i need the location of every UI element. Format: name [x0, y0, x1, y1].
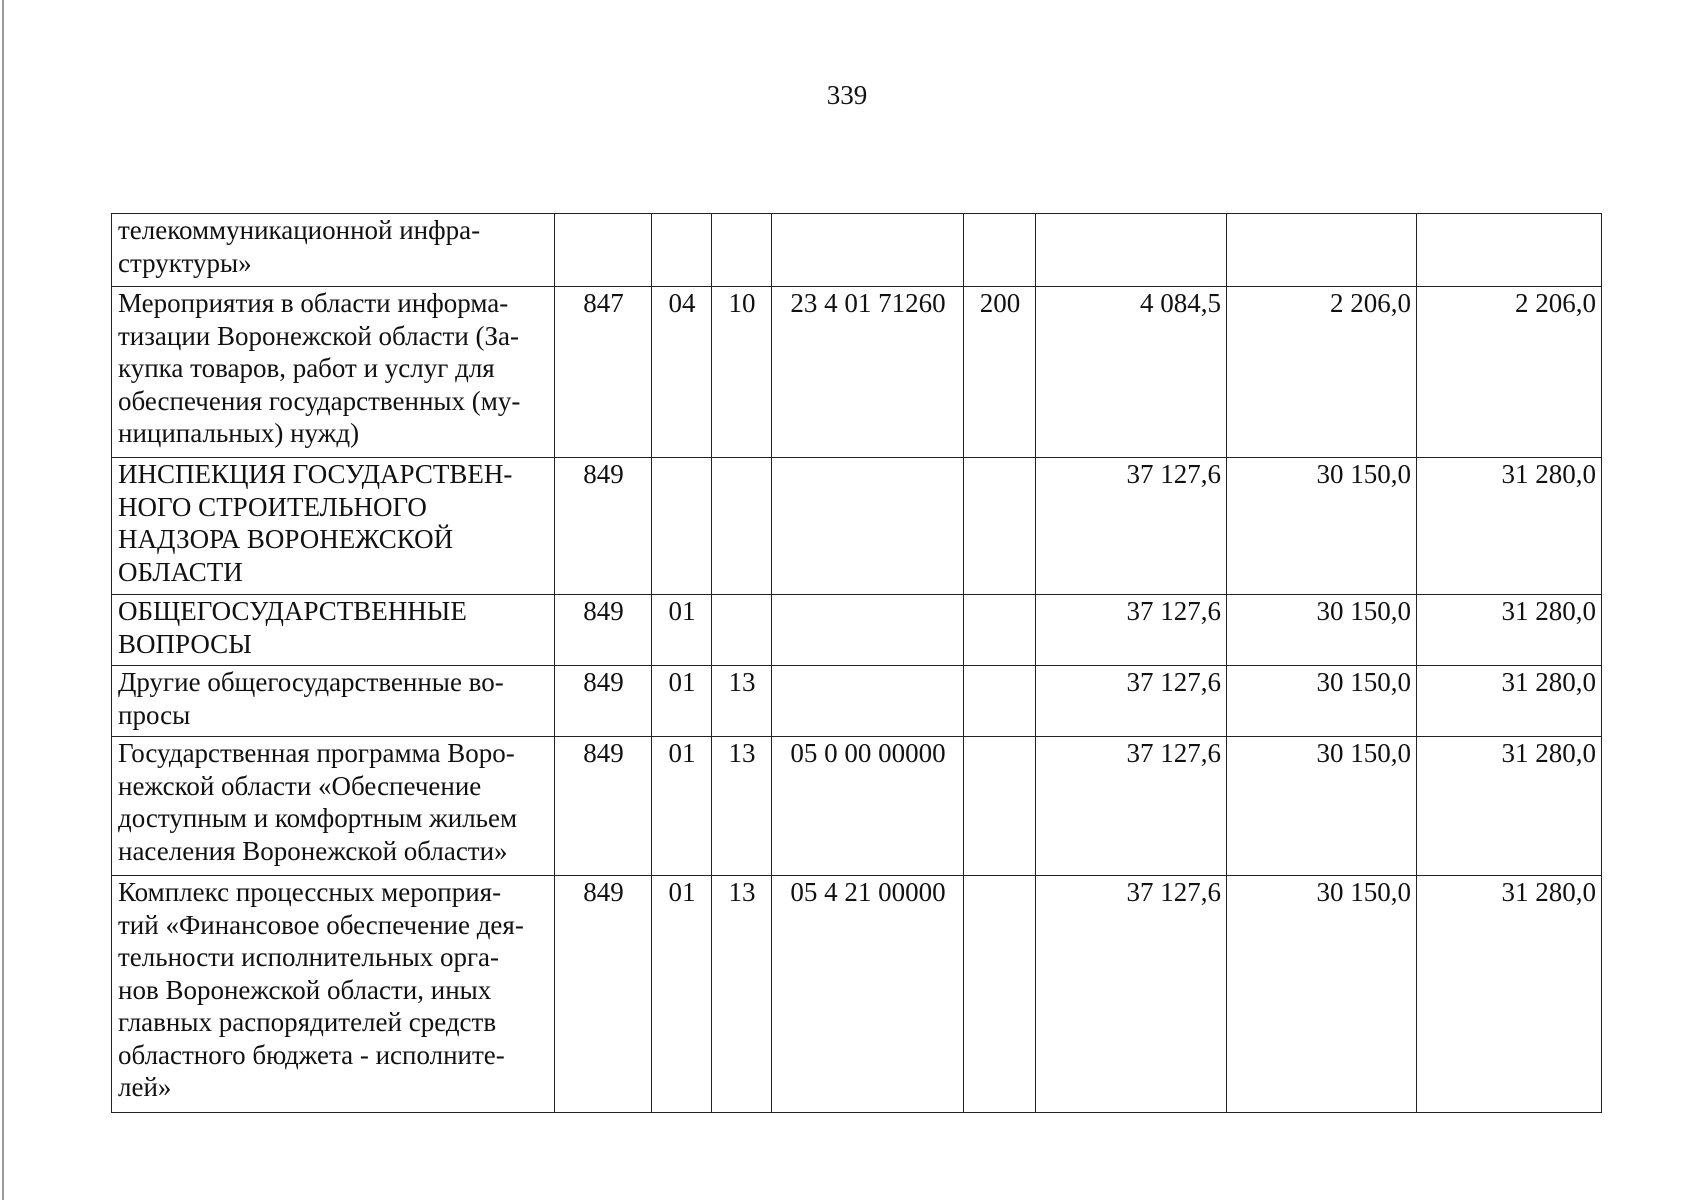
amount-year1-cell: 4 084,5	[1036, 287, 1227, 458]
expense-type-cell	[964, 458, 1036, 595]
amount-year3-cell: 31 280,0	[1417, 876, 1602, 1113]
amount-year3-cell: 31 280,0	[1417, 595, 1602, 666]
amount-year2-cell: 30 150,0	[1227, 737, 1417, 876]
target-article-cell	[772, 666, 964, 737]
section-code-cell: 01	[652, 666, 712, 737]
amount-year2-cell	[1227, 214, 1417, 287]
item-name-cell: телекоммуникационной инфра- структуры»	[112, 214, 555, 287]
item-name-cell: ИНСПЕКЦИЯ ГОСУДАРСТВЕН- НОГО СТРОИТЕЛЬНОГО НАДЗОРА ВОРОНЕЖСКОЙ ОБЛАСТИ	[112, 458, 555, 595]
budget-table	[111, 213, 1602, 1113]
section-code-cell: 01	[652, 595, 712, 666]
amount-year2-cell: 30 150,0	[1227, 876, 1417, 1113]
table-row	[112, 876, 1602, 1113]
section-code-cell: 01	[652, 876, 712, 1113]
amount-year1-cell: 37 127,6	[1036, 737, 1227, 876]
subsection-code-cell: 13	[712, 737, 772, 876]
ministry-code-cell: 849	[555, 876, 652, 1113]
table-row	[112, 287, 1602, 458]
amount-year3-cell: 2 206,0	[1417, 287, 1602, 458]
subsection-code-cell	[712, 214, 772, 287]
expense-type-cell	[964, 595, 1036, 666]
amount-year3-cell: 31 280,0	[1417, 458, 1602, 595]
amount-year3-cell: 31 280,0	[1417, 737, 1602, 876]
section-code-cell: 04	[652, 287, 712, 458]
amount-year1-cell: 37 127,6	[1036, 458, 1227, 595]
amount-year1-cell: 37 127,6	[1036, 595, 1227, 666]
expense-type-cell	[964, 876, 1036, 1113]
target-article-cell: 05 0 00 00000	[772, 737, 964, 876]
amount-year3-cell: 31 280,0	[1417, 666, 1602, 737]
target-article-cell: 23 4 01 71260	[772, 287, 964, 458]
page-number: 339	[826, 80, 868, 110]
amount-year2-cell: 30 150,0	[1227, 458, 1417, 595]
amount-year1-cell: 37 127,6	[1036, 876, 1227, 1113]
target-article-cell	[772, 595, 964, 666]
section-code-cell	[652, 458, 712, 595]
expense-type-cell	[964, 737, 1036, 876]
amount-year1-cell	[1036, 214, 1227, 287]
subsection-code-cell	[712, 595, 772, 666]
item-name-cell: ОБЩЕГОСУДАРСТВЕННЫЕ ВОПРОСЫ	[112, 595, 555, 666]
table-row	[112, 666, 1602, 737]
amount-year3-cell	[1417, 214, 1602, 287]
amount-year2-cell: 2 206,0	[1227, 287, 1417, 458]
target-article-cell: 05 4 21 00000	[772, 876, 964, 1113]
amount-year2-cell: 30 150,0	[1227, 595, 1417, 666]
ministry-code-cell: 849	[555, 458, 652, 595]
table-row	[112, 214, 1602, 287]
table-body	[112, 214, 1602, 1113]
target-article-cell	[772, 458, 964, 595]
amount-year1-cell: 37 127,6	[1036, 666, 1227, 737]
section-code-cell	[652, 214, 712, 287]
expense-type-cell	[964, 214, 1036, 287]
ministry-code-cell: 849	[555, 595, 652, 666]
ministry-code-cell: 847	[555, 287, 652, 458]
ministry-code-cell: 849	[555, 737, 652, 876]
target-article-cell	[772, 214, 964, 287]
ministry-code-cell: 849	[555, 666, 652, 737]
subsection-code-cell: 13	[712, 666, 772, 737]
section-code-cell: 01	[652, 737, 712, 876]
item-name-cell: Другие общегосударственные во- просы	[112, 666, 555, 737]
item-name-cell: Комплекс процессных мероприя- тий «Финансовое обеспечение дея- тельности исполнительных орга- нов Воронежской области, иных главных распорядителей средств областного бюджета - исполните- лей»	[112, 876, 555, 1113]
subsection-code-cell: 13	[712, 876, 772, 1113]
table-row	[112, 737, 1602, 876]
table-row	[112, 595, 1602, 666]
amount-year2-cell: 30 150,0	[1227, 666, 1417, 737]
expense-type-cell	[964, 666, 1036, 737]
table-row	[112, 458, 1602, 595]
expense-type-cell: 200	[964, 287, 1036, 458]
item-name-cell: Государственная программа Воро- нежской области «Обеспечение доступным и комфортным жильем населения Воронежской области»	[112, 737, 555, 876]
subsection-code-cell	[712, 458, 772, 595]
scan-margin-line	[2, 0, 4, 1200]
ministry-code-cell	[555, 214, 652, 287]
subsection-code-cell: 10	[712, 287, 772, 458]
item-name-cell: Мероприятия в области информа- тизации Воронежской области (За- купка товаров, работ и услуг для обеспечения государственных (му- ниципальных) нужд)	[112, 287, 555, 458]
